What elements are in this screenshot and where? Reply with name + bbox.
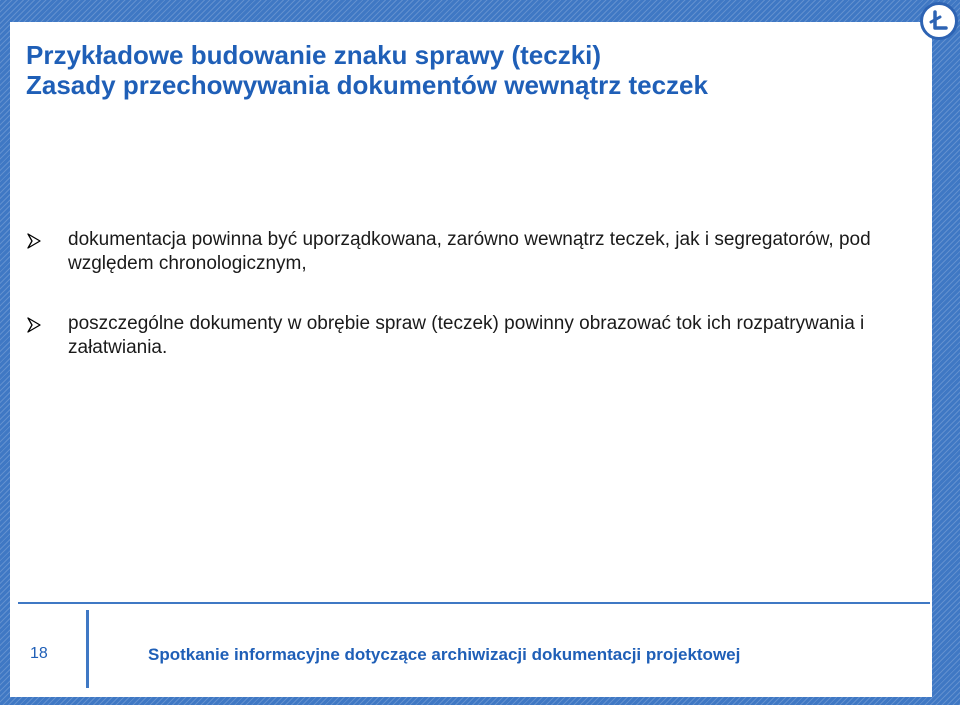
slide-title <box>26 40 906 100</box>
footer-separator <box>18 602 930 604</box>
list-item <box>26 312 926 360</box>
arrowhead-bullet-icon <box>26 233 42 249</box>
arrowhead-bullet-icon <box>26 317 42 333</box>
bullet-text: dokumentacja powinna być uporządkowana, zarówno wewnątrz teczek, jak i segregatorów, pod względem chronologicznym, <box>68 229 871 274</box>
title-line-2: Zasady przechowywania dokumentów wewnątrz teczek <box>26 70 708 100</box>
bullet-text: poszczególne dokumenty w obrębie spraw (teczek) powinny obrazować tok ich rozpatrywania i załatwiania. <box>68 313 865 358</box>
footer-vertical-divider <box>86 610 89 688</box>
logo-icon <box>920 2 958 40</box>
page-number: 18 <box>30 645 48 662</box>
bullet-list <box>26 228 926 396</box>
footer-text: Spotkanie informacyjne dotyczące archiwizacji dokumentacji projektowej <box>148 645 741 664</box>
list-item <box>26 228 926 276</box>
title-line-1: Przykładowe budowanie znaku sprawy (teczki) <box>26 40 602 70</box>
